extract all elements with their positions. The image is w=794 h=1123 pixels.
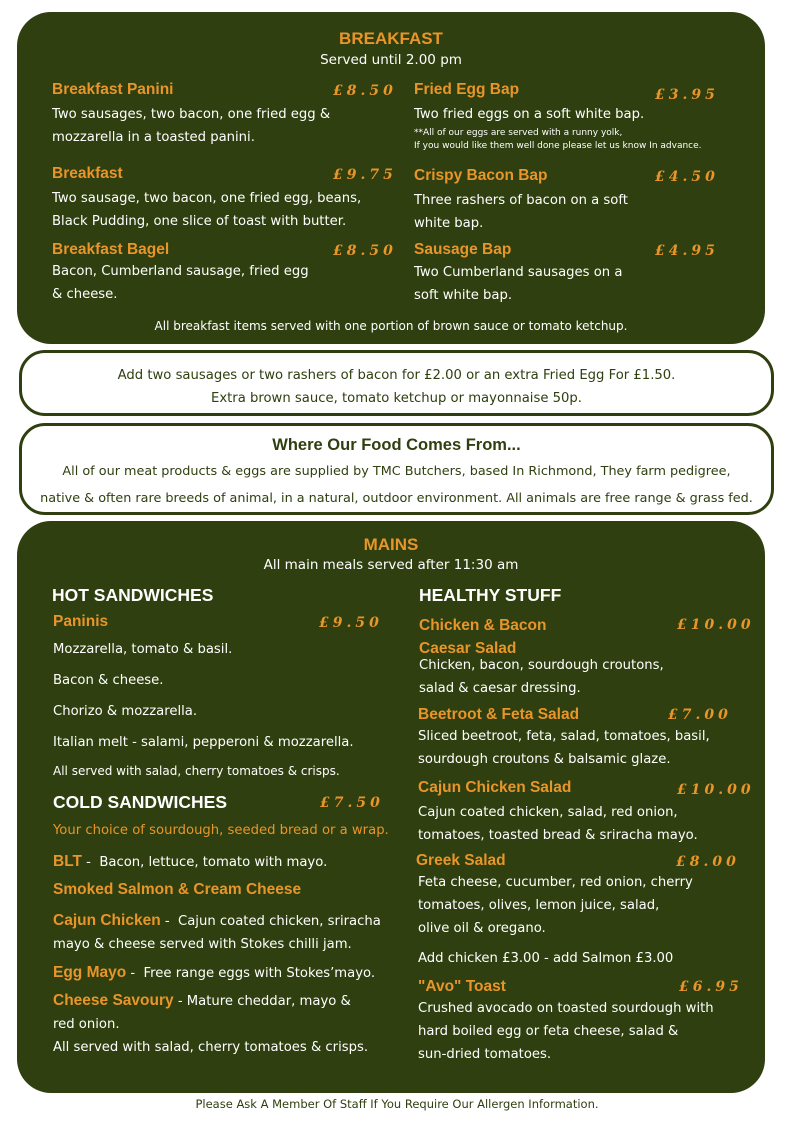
cajun-chicken-salad-name: Cajun Chicken Salad [418, 779, 572, 796]
greek-salad-name: Greek Salad [416, 852, 506, 869]
item-fried-egg-bap-price: £3.95 [655, 87, 719, 103]
item-fried-egg-bap-note: **All of our eggs are served with a runny yolk, If you would like them well done please let us know In advance. [414, 128, 702, 151]
caesar-salad-name: Chicken & Bacon Caesar Salad [419, 617, 547, 657]
greek-salad-desc: Feta cheese, cucumber, red onion, cherry tomatoes, olives, lemon juice, salad, olive oil & oregano. [418, 875, 693, 936]
item-breakfast-bagel-desc: Bacon, Cumberland sausage, fried egg & cheese. [52, 264, 309, 302]
sourcing-line-1: All of our meat products & eggs are supplied by TMC Butchers, based In Richmond, They farm pedigree, [62, 464, 731, 479]
panini-option: Mozzarella, tomato & basil. [53, 642, 233, 657]
paninis-name: Paninis [53, 613, 109, 630]
cheese-savoury-item: Cheese Savoury - Mature cheddar, mayo & red onion. [53, 992, 351, 1032]
item-sausage-bap-price: £4.95 [655, 243, 719, 259]
sourcing-box [19, 423, 774, 515]
healthy-stuff-title: HEALTHY STUFF [419, 585, 562, 605]
allergen-note: Please Ask A Member Of Staff If You Require Our Allergen Information. [195, 1097, 599, 1111]
mains-title: MAINS [363, 535, 419, 554]
panini-option: Bacon & cheese. [53, 673, 164, 688]
cajun-chicken-salad-desc: Cajun coated chicken, salad, red onion, tomatoes, toasted bread & sriracha mayo. [418, 805, 698, 843]
cajun-chicken-name: Cajun Chicken [53, 912, 161, 929]
cold-served-note: All served with salad, cherry tomatoes & crisps. [53, 1040, 369, 1055]
healthy-add-on: Add chicken £3.00 - add Salmon £3.00 [418, 951, 674, 966]
avo-toast-name: "Avo" Toast [418, 978, 506, 995]
sourcing-line-2: native & often rare breeds of animal, in a natural, outdoor environment. All animals are free range & grass fed. [40, 491, 753, 506]
egg-mayo-item: Egg Mayo - Free range eggs with Stokes’mayo. [53, 964, 376, 981]
cold-bread-choice: Your choice of sourdough, seeded bread or a wrap. [53, 823, 389, 838]
item-breakfast-bagel-price: £8.50 [333, 243, 397, 259]
addons-box [19, 350, 774, 416]
mains-subtitle: All main meals served after 11:30 am [263, 557, 519, 573]
item-crispy-bacon-bap-name: Crispy Bacon Bap [414, 167, 548, 184]
item-breakfast-bagel-name: Breakfast Bagel [52, 241, 170, 258]
sourcing-title: Where Our Food Comes From... [272, 436, 521, 454]
panini-option: Italian melt - salami, pepperoni & mozzarella. [53, 735, 354, 750]
beetroot-feta-price: £7.00 [668, 707, 732, 723]
breakfast-footer: All breakfast items served with one portion of brown sauce or tomato ketchup. [154, 319, 628, 333]
hot-served-note: All served with salad, cherry tomatoes & crisps. [53, 764, 340, 778]
avo-toast-price: £6.95 [679, 979, 743, 995]
breakfast-title: BREAKFAST [339, 29, 443, 48]
cold-sandwiches-price: £7.50 [320, 795, 384, 811]
item-breakfast-panini-name: Breakfast Panini [52, 81, 174, 98]
item-sausage-bap-name: Sausage Bap [414, 241, 512, 258]
item-crispy-bacon-bap-desc: Three rashers of bacon on a soft white bap. [414, 193, 628, 231]
item-breakfast-desc: Two sausage, two bacon, one fried egg, beans, Black Pudding, one slice of toast with butter. [52, 191, 362, 229]
hot-sandwiches-title: HOT SANDWICHES [52, 585, 214, 605]
breakfast-panel [17, 12, 765, 344]
beetroot-feta-name: Beetroot & Feta Salad [418, 706, 580, 723]
beetroot-feta-desc: Sliced beetroot, feta, salad, tomatoes, basil, sourdough croutons & balsamic glaze. [418, 729, 710, 767]
panini-option: Chorizo & mozzarella. [53, 704, 198, 719]
caesar-salad-price: £10.00 [677, 617, 755, 633]
item-breakfast-name: Breakfast [52, 165, 123, 182]
egg-mayo-name: Egg Mayo [53, 964, 127, 981]
breakfast-subtitle: Served until 2.00 pm [320, 52, 462, 68]
greek-salad-price: £8.00 [676, 854, 740, 870]
caesar-salad-desc: Chicken, bacon, sourdough croutons, salad & caesar dressing. [419, 658, 664, 696]
item-breakfast-panini-price: £8.50 [333, 83, 397, 99]
cheese-savoury-name: Cheese Savoury [53, 992, 174, 1009]
blt-item: BLT - Bacon, lettuce, tomato with mayo. [53, 853, 328, 870]
item-crispy-bacon-bap-price: £4.50 [655, 169, 719, 185]
avo-toast-desc: Crushed avocado on toasted sourdough with hard boiled egg or feta cheese, salad & sun-dried tomatoes. [418, 1001, 714, 1062]
mains-panel [17, 521, 765, 1093]
item-fried-egg-bap-desc: Two fried eggs on a soft white bap. [414, 107, 645, 122]
cajun-chicken-salad-price: £10.00 [677, 782, 755, 798]
cajun-chicken-item: Cajun Chicken - Cajun coated chicken, sriracha mayo & cheese served with Stokes chilli jam. [53, 912, 381, 952]
item-sausage-bap-desc: Two Cumberland sausages on a soft white bap. [414, 265, 623, 303]
addons-line-1: Add two sausages or two rashers of bacon for £2.00 or an extra Fried Egg For £1.50. [117, 368, 676, 383]
blt-desc: Bacon, lettuce, tomato with mayo. [99, 855, 328, 870]
item-breakfast-price: £9.75 [333, 167, 397, 183]
item-fried-egg-bap-name: Fried Egg Bap [414, 81, 520, 98]
smoked-salmon-name: Smoked Salmon & Cream Cheese [53, 881, 302, 898]
paninis-price: £9.50 [319, 615, 383, 631]
blt-name: BLT [53, 853, 82, 870]
cold-sandwiches-title: COLD SANDWICHES [53, 792, 228, 812]
item-breakfast-panini-desc: Two sausages, two bacon, one fried egg & mozzarella in a toasted panini. [52, 107, 331, 145]
addons-line-2: Extra brown sauce, tomato ketchup or mayonnaise 50p. [210, 391, 582, 406]
